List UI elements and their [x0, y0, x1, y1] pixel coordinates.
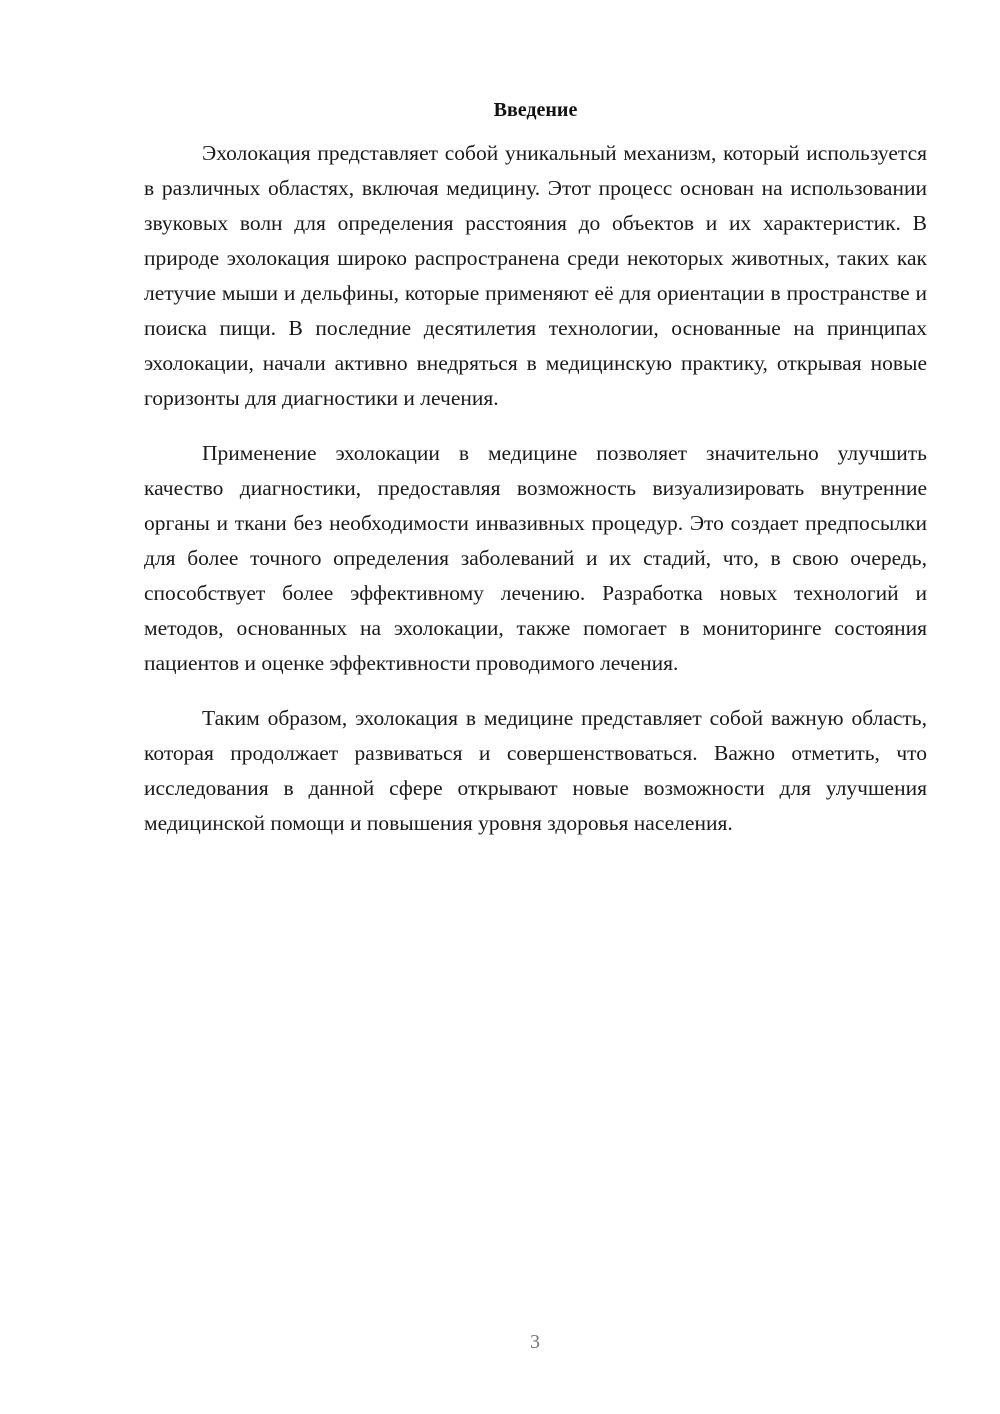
page-number: 3 — [530, 1331, 540, 1353]
paragraph-1: Эхолокация представляет собой уникальный механизм, который используется в различных областях, включая медицину. Этот процесс основан на использовании звуковых волн для определения расстояния до объектов и их характеристик. В природе эхолокация широко распространена среди некоторых животных, таких как летучие мыши и дельфины, которые применяют её для ориентации в пространстве и поиска пищи. В последние десятилетия технологии, основанные на принципах эхолокации, начали активно внедряться в медицинскую практику, открывая новые горизонты для диагностики и лечения. — [144, 141, 927, 410]
paragraph-2: Применение эхолокации в медицине позволяет значительно улучшить качество диагностики, предоставляя возможность визуализировать внутренние органы и ткани без необходимости инвазивных процедур. Это создает предпосылки для более точного определения заболеваний и их стадий, что, в свою очередь, способствует более эффективному лечению. Разработка новых технологий и методов, основанных на эхолокации, также помогает в мониторинге состояния пациентов и оценке эффективности проводимого лечения. — [144, 441, 927, 675]
paragraph-3: Таким образом, эхолокация в медицине представляет собой важную область, которая продолжает развиваться и совершенствоваться. Важно отметить, что исследования в данной сфере открывают новые возможности для улучшения медицинской помощи и повышения уровня здоровья населения. — [144, 706, 927, 835]
page-content — [144, 92, 927, 861]
section-heading: Введение — [493, 99, 578, 121]
